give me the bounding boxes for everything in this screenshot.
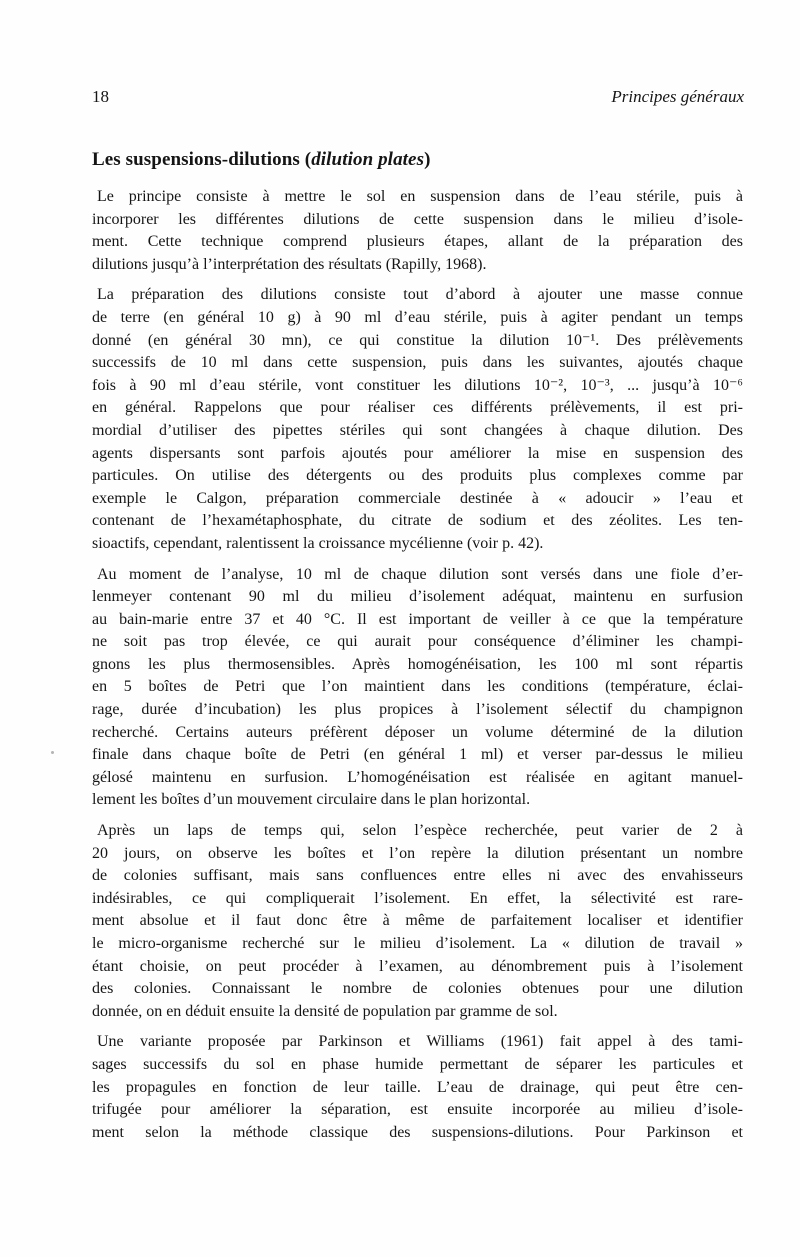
text-line: ment. Cette technique comprend plusieurs étapes, allant de la préparation des xyxy=(92,233,743,251)
paragraph xyxy=(92,284,743,555)
body-text xyxy=(92,186,743,1152)
text-line: les propagules en fonction de leur taille. L’eau de drainage, qui peut être cen- xyxy=(92,1078,743,1096)
section-heading-paren-close: ) xyxy=(424,149,431,170)
text-line: en 5 boîtes de Petri que l’on maintient dans les conditions (température, éclai- xyxy=(92,678,743,696)
text-line: dilutions jusqu’à l’interprétation des résultats (Rapilly, 1968). xyxy=(92,255,487,273)
paragraph xyxy=(92,820,743,1023)
paragraph xyxy=(92,1031,743,1144)
paragraph xyxy=(92,564,743,813)
text-line: de colonies suffisant, mais sans confluences entre elles ni avec des envahisseurs xyxy=(92,867,743,885)
text-line: Au moment de l’analyse, 10 ml de chaque dilution sont versés dans une fiole d’er- xyxy=(97,565,743,583)
text-line: exemple le Calgon, préparation commerciale destinée à « adoucir » l’eau et xyxy=(92,489,743,507)
text-line: ment absolue et il faut donc être à même de parfaitement localiser et identifier xyxy=(92,912,743,930)
section-heading-foreign-term: dilution plates xyxy=(311,149,425,170)
text-line: trifugée pour améliorer la séparation, est ensuite incorporée au milieu d’isole- xyxy=(92,1101,743,1119)
text-line: gnons les plus thermosensibles. Après homogénéisation, les 100 ml sont répartis xyxy=(92,655,743,673)
page-number: 18 xyxy=(92,87,109,106)
text-line: ment selon la méthode classique des suspensions-dilutions. Pour Parkinson et xyxy=(92,1123,743,1141)
text-line: lenmeyer contenant 90 ml du milieu d’isolement adéquat, maintenu en surfusion xyxy=(92,588,743,606)
text-line: recherché. Certains auteurs préfèrent déposer un volume déterminé de la dilution xyxy=(92,723,743,741)
text-line: en général. Rappelons que pour réaliser ces différents prélèvements, il est pri- xyxy=(92,399,743,417)
text-line: donné (en général 30 mn), ce qui constitue la dilution 10⁻¹. Des prélèvements xyxy=(92,331,743,349)
text-line: successifs de 10 ml dans cette suspension, puis dans les suivantes, ajoutés chaque xyxy=(92,354,743,372)
scan-speck xyxy=(51,751,54,754)
text-line: agents dispersants sont parfois ajoutés pour améliorer la mise en suspension des xyxy=(92,444,743,462)
text-line: sioactifs, cependant, ralentissent la croissance mycélienne (voir p. 42). xyxy=(92,534,544,552)
text-line: mordial d’utiliser des pipettes stériles qui sont changées à chaque dilution. Des xyxy=(92,421,743,439)
text-line: Après un laps de temps qui, selon l’espèce recherchée, peut varier de 2 à xyxy=(97,822,743,840)
text-line: lement les boîtes d’un mouvement circulaire dans le plan horizontal. xyxy=(92,791,531,809)
section-heading-paren-open: ( xyxy=(299,149,312,170)
text-line: étant choisie, on peut procéder à l’examen, au dénombrement puis à l’isolement xyxy=(92,957,743,975)
text-line: au bain-marie entre 37 et 40 °C. Il est important de veiller à ce que la température xyxy=(92,610,743,628)
text-line: rage, durée d’incubation) les plus propices à l’isolement sélectif du champignon xyxy=(92,701,743,719)
text-line: le micro-organisme recherché sur le milieu d’isolement. La « dilution de travail » xyxy=(92,935,743,952)
text-line: incorporer les différentes dilutions de cette suspension dans le milieu d’isole- xyxy=(92,210,743,228)
paragraph xyxy=(92,186,743,276)
text-line: donnée, on en déduit ensuite la densité de population par gramme de sol. xyxy=(92,1002,558,1020)
text-line: des colonies. Connaissant le nombre de colonies obtenues pour une dilution xyxy=(92,980,743,998)
section-heading xyxy=(92,148,431,172)
text-line: contenant de l’hexamétaphosphate, du citrate de sodium et des zéolites. Les ten- xyxy=(92,512,743,530)
text-line: Le principe consiste à mettre le sol en suspension dans de l’eau stérile, puis à xyxy=(97,188,743,205)
text-line: gélosé maintenu en surfusion. L’homogénéisation est réalisée en agitant manuel- xyxy=(92,768,743,786)
text-line: finale dans chaque boîte de Petri (en général 1 ml) et verser par-dessus le milieu xyxy=(92,746,743,764)
text-line: 20 jours, on observe les boîtes et l’on repère la dilution présentant un nombre xyxy=(92,844,743,862)
text-line: ne soit pas trop élevée, ce qui aurait pour conséquence d’éliminer les champi- xyxy=(92,633,743,651)
text-line: de terre (en général 10 g) à 90 ml d’eau stérile, puis à agiter pendant un temps xyxy=(92,308,743,326)
text-line: Une variante proposée par Parkinson et Williams (1961) fait appel à des tami- xyxy=(97,1033,743,1051)
running-title: Principes généraux xyxy=(611,87,744,106)
page-header xyxy=(92,87,744,107)
section-heading-main: Les suspensions-dilutions xyxy=(92,149,300,170)
text-line: sages successifs du sol en phase humide permettant de séparer les particules et xyxy=(92,1055,743,1073)
text-line: La préparation des dilutions consiste tout d’abord à ajouter une masse connue xyxy=(97,286,743,304)
text-line: fois à 90 ml d’eau stérile, vont constituer les dilutions 10⁻², 10⁻³, ... jusqu’à 10⁻⁶ xyxy=(92,376,743,394)
text-line: indésirables, ce qui compliquerait l’isolement. En effet, la sélectivité est rare- xyxy=(92,889,743,907)
text-line: particules. On utilise des détergents ou des produits plus complexes comme par xyxy=(92,467,743,485)
